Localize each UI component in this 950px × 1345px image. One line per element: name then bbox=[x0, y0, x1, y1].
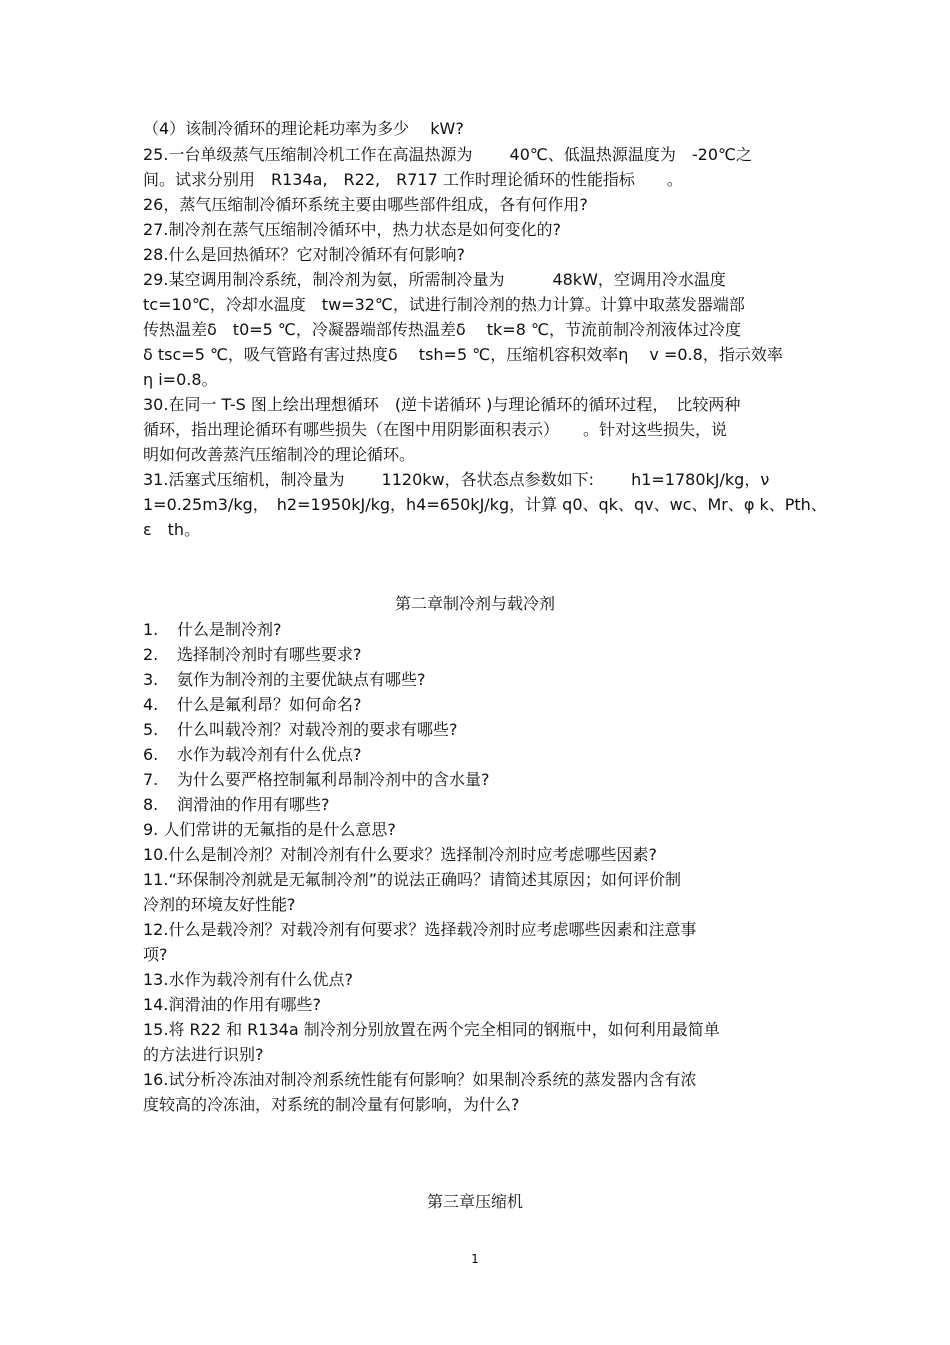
list-item bbox=[143, 670, 426, 690]
list-item bbox=[143, 645, 362, 665]
text-line: 1=0.25m3/kg， h2=1950kJ/kg，h4=650kJ/kg，计算 q0、qk、qv、wc、Mr、φ k、Pth、 bbox=[143, 495, 827, 514]
text-line: 15.将 R22 和 R134a 制冷剂分别放置在两个完全相同的钢瓶中，如何利用最简单 bbox=[143, 1020, 720, 1039]
list-item bbox=[143, 620, 282, 640]
text-line: 12.什么是载冷剂？对载冷剂有何要求？选择载冷剂时应考虑哪些因素和注意事 bbox=[143, 920, 697, 939]
text-line: 14.润滑油的作用有哪些? bbox=[143, 995, 321, 1014]
text-line: 26，蒸气压缩制冷循环系统主要由哪些部件组成，各有何作用? bbox=[143, 195, 588, 214]
text-line: （4）该制冷循环的理论耗功率为多少 kW? bbox=[143, 119, 464, 138]
list-item-number: 7. bbox=[143, 770, 159, 789]
list-item-text: 润滑油的作用有哪些? bbox=[177, 795, 330, 814]
list-item-number: 4. bbox=[143, 695, 159, 714]
list-item-number: 5. bbox=[143, 720, 159, 739]
list-item-text: 什么叫载冷剂？对载冷剂的要求有哪些? bbox=[177, 720, 458, 739]
text-line: 31.活塞式压缩机，制冷量为 1120kw，各状态点参数如下: h1=1780kJ/kg，ν bbox=[143, 470, 770, 489]
list-item-text: 为什么要严格控制氟利昂制冷剂中的含水量? bbox=[177, 770, 490, 789]
text-line: 项? bbox=[143, 945, 168, 964]
list-item bbox=[143, 795, 330, 815]
text-line: ε th。 bbox=[143, 520, 201, 539]
text-line: δ tsc=5 ℃，吸气管路有害过热度δ tsh=5 ℃，压缩机容积效率η v =0.8，指示效率 bbox=[143, 345, 783, 364]
text-line: tc=10℃，冷却水温度 tw=32℃，试进行制冷剂的热力计算。计算中取蒸发器端部 bbox=[143, 295, 745, 314]
list-item-text: 水作为载冷剂有什么优点? bbox=[177, 745, 362, 764]
text-line: 27.制冷剂在蒸气压缩制冷循环中，热力状态是如何变化的? bbox=[143, 220, 561, 239]
text-line: 传热温差δ t0=5 ℃，冷凝器端部传热温差δ tk=8 ℃，节流前制冷剂液体过冷度 bbox=[143, 320, 741, 339]
list-item-number: 6. bbox=[143, 745, 159, 764]
text-line: 28.什么是回热循环？它对制冷循环有何影响? bbox=[143, 245, 465, 264]
text-line: η i=0.8。 bbox=[143, 370, 218, 389]
list-item-number: 3. bbox=[143, 670, 159, 689]
text-line: 循环，指出理论循环有哪些损失（在图中用阴影面积表示） 。针对这些损失，说 bbox=[143, 420, 728, 439]
text-line: 30.在同一 T-S 图上绘出理想循环 (逆卡诺循环 )与理论循环的循环过程， 比较两种 bbox=[143, 395, 741, 414]
page-number: 1 bbox=[471, 1252, 479, 1266]
text-line: 25.一台单级蒸气压缩制冷机工作在高温热源为 40℃、低温热源温度为 -20℃之 bbox=[143, 145, 752, 164]
text-line: 10.什么是制冷剂？对制冷剂有什么要求？选择制冷剂时应考虑哪些因素? bbox=[143, 845, 657, 864]
text-line: 冷剂的环境友好性能? bbox=[143, 895, 296, 914]
chapter3-title: 第三章压缩机 bbox=[426, 1192, 523, 1211]
list-item bbox=[143, 720, 458, 740]
text-line: 16.试分析冷冻油对制冷剂系统性能有何影响？如果制冷系统的蒸发器内含有浓 bbox=[143, 1070, 697, 1089]
list-item bbox=[143, 745, 362, 765]
list-item-number: 1. bbox=[143, 620, 159, 639]
list-item-text: 氨作为制冷剂的主要优缺点有哪些? bbox=[177, 670, 426, 689]
text-line: 明如何改善蒸汽压缩制冷的理论循环。 bbox=[143, 445, 416, 464]
text-line: 13.水作为载冷剂有什么优点? bbox=[143, 970, 353, 989]
text-line: 的方法进行识别? bbox=[143, 1045, 264, 1064]
list-item-number: 8. bbox=[143, 795, 159, 814]
list-item bbox=[143, 770, 490, 790]
list-item-number: 2. bbox=[143, 645, 159, 664]
list-item-text: 选择制冷剂时有哪些要求? bbox=[177, 645, 362, 664]
text-line: 度较高的冷冻油，对系统的制冷量有何影响，为什么? bbox=[143, 1095, 520, 1114]
text-line: 9. 人们常讲的无氟指的是什么意思? bbox=[143, 820, 396, 839]
list-item bbox=[143, 695, 362, 715]
text-line: 间。试求分别用 R134a, R22, R717 工作时理论循环的性能指标 。 bbox=[143, 170, 683, 189]
list-item-text: 什么是制冷剂? bbox=[177, 620, 282, 639]
list-item-text: 什么是氟利昂？如何命名? bbox=[177, 695, 362, 714]
text-line: 29.某空调用制冷系统，制冷剂为氨，所需制冷量为 48kW，空调用冷水温度 bbox=[143, 270, 726, 289]
text-line: 11.“环保制冷剂就是无氟制冷剂”的说法正确吗？请简述其原因；如何评价制 bbox=[143, 870, 682, 889]
chapter2-title: 第二章制冷剂与载冷剂 bbox=[394, 594, 555, 613]
